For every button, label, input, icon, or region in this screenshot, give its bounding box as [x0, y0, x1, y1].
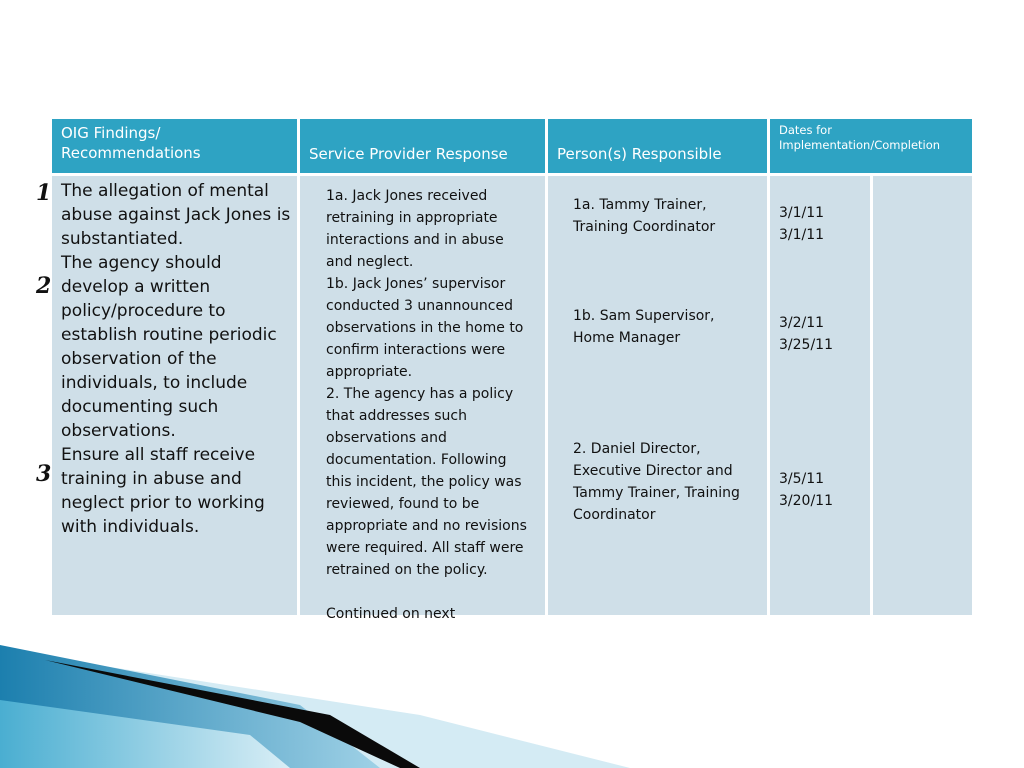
findings-table: [52, 119, 972, 622]
cell-response: [300, 176, 545, 622]
header-persons: [548, 119, 767, 173]
header-findings: [52, 119, 297, 173]
header-findings-label: OIG Findings/ Recommendations: [61, 124, 201, 162]
dates-1a: 3/1/11 3/1/11: [779, 205, 825, 243]
dates-2: 3/5/11 3/20/11: [779, 471, 833, 509]
response-text: 1a. Jack Jones received retraining in appropriate interactions and in abuse and neglect. 1b. Jack Jones’ supervisor conducted 3 unannounced observations in the home to confirm interactions were appropriate. 2. The agency has a policy that addresses such observations and documentation. Following this incident, the policy was reviewed, found to be appropriate and no revisions were required. All staff were retrained on the policy. Continued on next: [326, 188, 527, 622]
cell-findings: [52, 176, 297, 615]
cell-persons: [548, 176, 767, 615]
header-response: [300, 119, 545, 173]
person-1a: 1a. Tammy Trainer, Training Coordinator: [573, 197, 716, 235]
row-number-1: 1: [36, 180, 52, 206]
person-1b: 1b. Sam Supervisor, Home Manager: [573, 308, 715, 346]
header-persons-label: Person(s) Responsible: [557, 145, 722, 163]
header-dates: [770, 119, 972, 173]
header-response-label: Service Provider Response: [309, 145, 508, 163]
dates-1b: 3/2/11 3/25/11: [779, 315, 833, 353]
row-number-3: 3: [36, 461, 52, 487]
person-2: 2. Daniel Director, Executive Director and Tammy Trainer, Training Coordinator: [573, 441, 740, 523]
header-dates-label: Dates for Implementation/Completion: [779, 123, 941, 152]
cell-empty: [873, 176, 972, 615]
cell-dates: [770, 176, 870, 615]
findings-text: The allegation of mental abuse against Jack Jones is substantiated. The agency should develop a written policy/procedure to establish routine periodic observation of the individuals, to include documenting such observations. Ensure all staff receive training in abuse and neglect prior to working with individuals.: [61, 181, 291, 537]
row-number-2: 2: [36, 273, 52, 299]
